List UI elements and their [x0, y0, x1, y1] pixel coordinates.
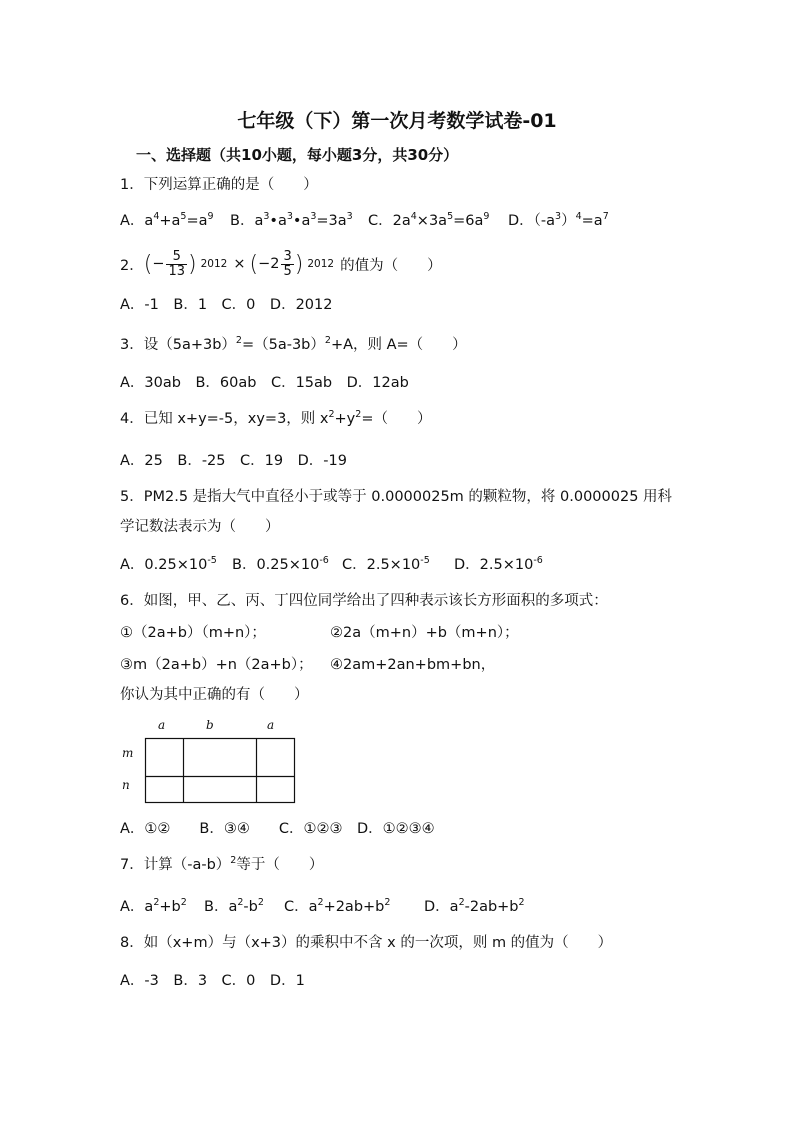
q2-stem: 2． ( − $\frac{5}{13}$ ) 2012 × ( −2 $\frac{3}{5}$ ) 2012 的值为（ ） [120, 248, 442, 279]
q2-number: 2． [120, 257, 144, 274]
q2-fraction-2: $\frac{3}{5}$ [283, 248, 292, 279]
rectangle-figure [118, 716, 308, 808]
q2-term-1: ( − $\frac{5}{13}$ ) 2012 [143, 248, 228, 279]
q2-term-2: ( −2 $\frac{3}{5}$ ) 2012 [249, 248, 335, 279]
q6-expression-3: ③m（2a+b）+n（2a+b）； [120, 657, 313, 673]
figure-label-m: m [122, 746, 134, 760]
q3-stem: 3．设$(5a+3b)^2=(5a-3b)^2+A$，则 A=（ ） [120, 335, 467, 353]
figure-label-b: b [206, 718, 214, 732]
q4-stem: 4．已知 x+y=-5，xy=3，则 $x^2+y^2=$（ ） [120, 409, 432, 427]
figure-label-a-right: a [267, 718, 275, 732]
q1-option-c: C．$2a^4\times 3a^5=6a^9$ [368, 211, 490, 229]
q1-option-a: A．$a^4+a^5=a^9$ [120, 211, 214, 229]
page-title: 七年级（下）第一次月考数学试卷-01 [237, 110, 557, 132]
q7-stem: 7．计算$(-a-b)^2$等于（ ） [120, 855, 324, 873]
q8-options: A．-3 B．3 C．0 D．1 [120, 973, 305, 989]
section-heading: 一、选择题（共10小题，每小题3分，共30分） [136, 146, 459, 164]
q5-option-d: D．$2.5\times 10^{-6}$ [454, 555, 543, 573]
q6-question: 你认为其中正确的有（ ） [120, 687, 309, 703]
q6-expression-4: ④2am+2an+bm+bn， [330, 657, 496, 673]
q4-options: A．25 B．-25 C．19 D．-19 [120, 453, 347, 469]
q1-option-b: B．$a^3•a^3•a^3=3a^3$ [230, 211, 353, 229]
q5-stem-line-1: 5．PM2.5 是指大气中直径小于或等于 0.0000025m 的颗粒物，将 0.0000025 用科 [120, 489, 673, 505]
q7-option-d: D．$a^2-2ab+b^2$ [424, 897, 525, 915]
q7-option-c: C．$a^2+2ab+b^2$ [284, 897, 391, 915]
q6-stem: 6．如图，甲、乙、丙、丁四位同学给出了四种表示该长方形面积的多项式： [120, 593, 608, 609]
q6-expression-1: ①（2a+b）（m+n）； [120, 625, 266, 641]
q1-option-d: D．$(-a^3)^4=a^7$ [508, 211, 609, 229]
q6-options: A．①② B．③④ C．①②③ D．①②③④ [120, 821, 435, 837]
q2-fraction-1: $\frac{5}{13}$ [168, 248, 186, 279]
q2-options: A．-1 B．1 C．0 D．2012 [120, 297, 333, 313]
q8-stem: 8．如（x+m）与（x+3）的乘积中不含 x 的一次项，则 m 的值为（ ） [120, 935, 613, 951]
q1-stem: 1．下列运算正确的是（ ） [120, 177, 318, 193]
q5-option-a: A．$0.25\times 10^{-5}$ [120, 555, 217, 573]
q3-options: A．30ab B．60ab C．15ab D．12ab [120, 375, 409, 391]
q5-option-b: B．$0.25\times 10^{-6}$ [232, 555, 329, 573]
q7-option-b: B．$a^2-b^2$ [204, 897, 264, 915]
q6-expression-2: ②2a（m+n）+b（m+n）； [330, 625, 519, 641]
q7-option-a: A．$a^2+b^2$ [120, 897, 187, 915]
q5-option-c: C．$2.5\times 10^{-5}$ [342, 555, 430, 573]
figure-label-n: n [122, 778, 130, 792]
figure-label-a-left: a [158, 718, 166, 732]
q5-stem-line-2: 学记数法表示为（ ） [120, 519, 280, 535]
